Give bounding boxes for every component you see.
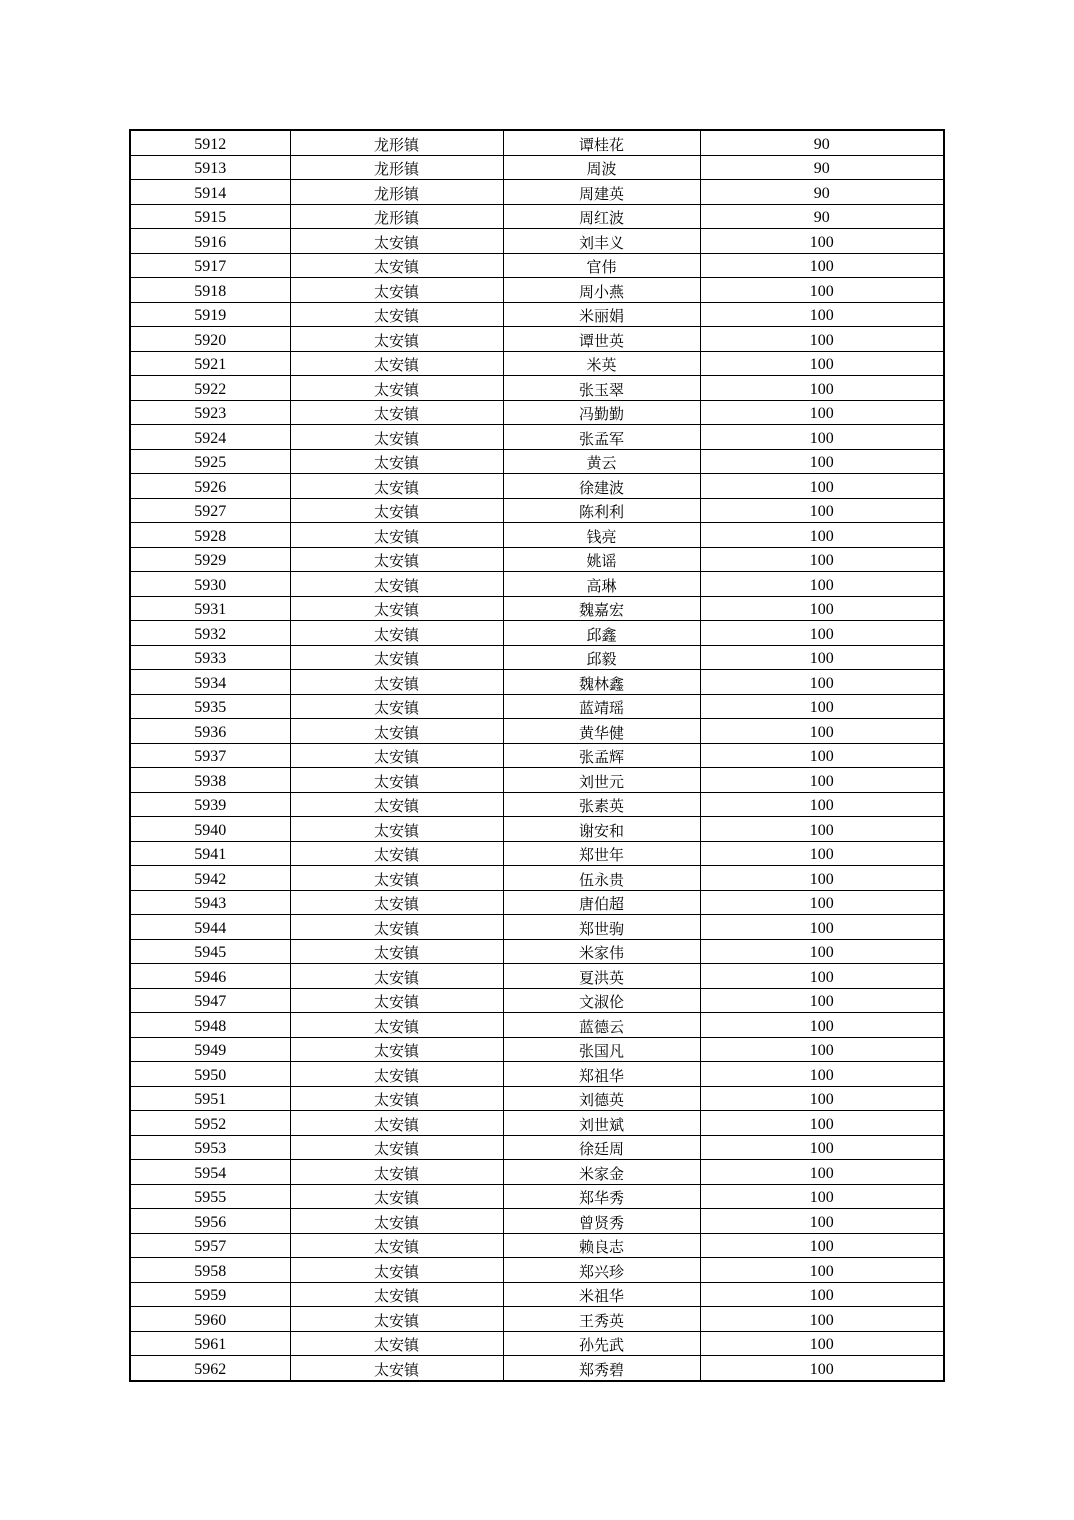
amount-cell: 100: [700, 229, 944, 254]
table-row: [130, 1013, 944, 1038]
table-row: [130, 351, 944, 376]
amount-cell: 100: [700, 866, 944, 891]
town-cell: 太安镇: [290, 719, 503, 744]
name-cell: 米英: [503, 351, 700, 376]
amount-cell: 100: [700, 621, 944, 646]
amount-cell: 100: [700, 743, 944, 768]
amount-cell: 100: [700, 817, 944, 842]
amount-cell: 90: [700, 204, 944, 229]
amount-cell: 100: [700, 327, 944, 352]
serial-number-cell: 5927: [130, 498, 290, 523]
town-cell: 太安镇: [290, 792, 503, 817]
table-row: [130, 449, 944, 474]
name-cell: 文淑伦: [503, 988, 700, 1013]
town-cell: 太安镇: [290, 474, 503, 499]
table-row: [130, 474, 944, 499]
name-cell: 谢安和: [503, 817, 700, 842]
name-cell: 魏林鑫: [503, 670, 700, 695]
name-cell: 周红波: [503, 204, 700, 229]
serial-number-cell: 5933: [130, 645, 290, 670]
table-row: [130, 915, 944, 940]
amount-cell: 100: [700, 400, 944, 425]
name-cell: 高琳: [503, 572, 700, 597]
table-row: [130, 939, 944, 964]
serial-number-cell: 5932: [130, 621, 290, 646]
amount-cell: 100: [700, 1037, 944, 1062]
town-cell: 太安镇: [290, 547, 503, 572]
town-cell: 太安镇: [290, 1307, 503, 1332]
name-cell: 米家伟: [503, 939, 700, 964]
serial-number-cell: 5923: [130, 400, 290, 425]
amount-cell: 100: [700, 1013, 944, 1038]
name-cell: 张孟辉: [503, 743, 700, 768]
table-row: [130, 1233, 944, 1258]
amount-cell: 100: [700, 1209, 944, 1234]
town-cell: 太安镇: [290, 1356, 503, 1381]
serial-number-cell: 5917: [130, 253, 290, 278]
name-cell: 郑秀碧: [503, 1356, 700, 1381]
name-cell: 姚谣: [503, 547, 700, 572]
town-cell: 太安镇: [290, 1037, 503, 1062]
amount-cell: 100: [700, 278, 944, 303]
table-row: [130, 204, 944, 229]
amount-cell: 100: [700, 768, 944, 793]
table-row: [130, 768, 944, 793]
name-cell: 徐建波: [503, 474, 700, 499]
town-cell: 太安镇: [290, 1282, 503, 1307]
name-cell: 张国凡: [503, 1037, 700, 1062]
name-cell: 黄云: [503, 449, 700, 474]
town-cell: 太安镇: [290, 964, 503, 989]
table-row: [130, 817, 944, 842]
table-row: [130, 1307, 944, 1332]
town-cell: 龙形镇: [290, 180, 503, 205]
name-cell: 陈利利: [503, 498, 700, 523]
amount-cell: 100: [700, 939, 944, 964]
town-cell: 太安镇: [290, 449, 503, 474]
town-cell: 太安镇: [290, 1135, 503, 1160]
table-row: [130, 155, 944, 180]
name-cell: 张素英: [503, 792, 700, 817]
town-cell: 太安镇: [290, 1062, 503, 1087]
town-cell: 太安镇: [290, 694, 503, 719]
name-cell: 周建英: [503, 180, 700, 205]
town-cell: 太安镇: [290, 1331, 503, 1356]
town-cell: 太安镇: [290, 939, 503, 964]
table-row: [130, 278, 944, 303]
amount-cell: 100: [700, 449, 944, 474]
amount-cell: 100: [700, 302, 944, 327]
serial-number-cell: 5912: [130, 130, 290, 155]
serial-number-cell: 5924: [130, 425, 290, 450]
table-row: [130, 1160, 944, 1185]
amount-cell: 100: [700, 1062, 944, 1087]
table-row: [130, 743, 944, 768]
table-row: [130, 890, 944, 915]
town-cell: 太安镇: [290, 645, 503, 670]
town-cell: 太安镇: [290, 229, 503, 254]
serial-number-cell: 5934: [130, 670, 290, 695]
amount-cell: 100: [700, 1258, 944, 1283]
serial-number-cell: 5944: [130, 915, 290, 940]
amount-cell: 100: [700, 253, 944, 278]
name-cell: 唐伯超: [503, 890, 700, 915]
serial-number-cell: 5958: [130, 1258, 290, 1283]
name-cell: 魏嘉宏: [503, 596, 700, 621]
name-cell: 蓝靖瑶: [503, 694, 700, 719]
name-cell: 米家金: [503, 1160, 700, 1185]
table-row: [130, 1209, 944, 1234]
town-cell: 太安镇: [290, 1013, 503, 1038]
table-row: [130, 180, 944, 205]
amount-cell: 100: [700, 1307, 944, 1332]
amount-cell: 100: [700, 964, 944, 989]
name-cell: 冯勤勤: [503, 400, 700, 425]
town-cell: 太安镇: [290, 1233, 503, 1258]
serial-number-cell: 5935: [130, 694, 290, 719]
serial-number-cell: 5950: [130, 1062, 290, 1087]
amount-cell: 100: [700, 1282, 944, 1307]
town-cell: 龙形镇: [290, 204, 503, 229]
serial-number-cell: 5925: [130, 449, 290, 474]
amount-cell: 100: [700, 719, 944, 744]
name-cell: 官伟: [503, 253, 700, 278]
amount-cell: 100: [700, 1135, 944, 1160]
amount-cell: 100: [700, 523, 944, 548]
amount-cell: 100: [700, 596, 944, 621]
name-cell: 伍永贵: [503, 866, 700, 891]
name-cell: 谭桂花: [503, 130, 700, 155]
serial-number-cell: 5922: [130, 376, 290, 401]
table-row: [130, 792, 944, 817]
serial-number-cell: 5936: [130, 719, 290, 744]
name-cell: 张玉翠: [503, 376, 700, 401]
name-cell: 赖良志: [503, 1233, 700, 1258]
serial-number-cell: 5920: [130, 327, 290, 352]
town-cell: 太安镇: [290, 498, 503, 523]
table-row: [130, 866, 944, 891]
name-cell: 王秀英: [503, 1307, 700, 1332]
town-cell: 太安镇: [290, 621, 503, 646]
town-cell: 太安镇: [290, 915, 503, 940]
table-row: [130, 1037, 944, 1062]
name-cell: 郑祖华: [503, 1062, 700, 1087]
name-cell: 夏洪英: [503, 964, 700, 989]
serial-number-cell: 5949: [130, 1037, 290, 1062]
data-table: [129, 129, 945, 1382]
amount-cell: 100: [700, 1086, 944, 1111]
town-cell: 太安镇: [290, 866, 503, 891]
town-cell: 龙形镇: [290, 155, 503, 180]
serial-number-cell: 5939: [130, 792, 290, 817]
table-row: [130, 1111, 944, 1136]
name-cell: 刘丰义: [503, 229, 700, 254]
amount-cell: 100: [700, 474, 944, 499]
serial-number-cell: 5940: [130, 817, 290, 842]
serial-number-cell: 5942: [130, 866, 290, 891]
town-cell: 太安镇: [290, 425, 503, 450]
serial-number-cell: 5931: [130, 596, 290, 621]
amount-cell: 100: [700, 1160, 944, 1185]
serial-number-cell: 5948: [130, 1013, 290, 1038]
amount-cell: 100: [700, 376, 944, 401]
serial-number-cell: 5915: [130, 204, 290, 229]
serial-number-cell: 5952: [130, 1111, 290, 1136]
serial-number-cell: 5938: [130, 768, 290, 793]
town-cell: 太安镇: [290, 1086, 503, 1111]
town-cell: 太安镇: [290, 1184, 503, 1209]
serial-number-cell: 5945: [130, 939, 290, 964]
town-cell: 太安镇: [290, 400, 503, 425]
serial-number-cell: 5928: [130, 523, 290, 548]
serial-number-cell: 5946: [130, 964, 290, 989]
serial-number-cell: 5914: [130, 180, 290, 205]
name-cell: 米丽娟: [503, 302, 700, 327]
town-cell: 太安镇: [290, 351, 503, 376]
serial-number-cell: 5953: [130, 1135, 290, 1160]
table-row: [130, 1258, 944, 1283]
amount-cell: 100: [700, 547, 944, 572]
town-cell: 太安镇: [290, 596, 503, 621]
table-row: [130, 719, 944, 744]
town-cell: 太安镇: [290, 1111, 503, 1136]
serial-number-cell: 5959: [130, 1282, 290, 1307]
amount-cell: 100: [700, 694, 944, 719]
serial-number-cell: 5926: [130, 474, 290, 499]
table-row: [130, 376, 944, 401]
town-cell: 太安镇: [290, 1258, 503, 1283]
table-row: [130, 596, 944, 621]
name-cell: 钱亮: [503, 523, 700, 548]
name-cell: 徐廷周: [503, 1135, 700, 1160]
serial-number-cell: 5951: [130, 1086, 290, 1111]
town-cell: 太安镇: [290, 523, 503, 548]
table-row: [130, 670, 944, 695]
town-cell: 太安镇: [290, 1160, 503, 1185]
table-row: [130, 327, 944, 352]
town-cell: 太安镇: [290, 1209, 503, 1234]
name-cell: 米祖华: [503, 1282, 700, 1307]
town-cell: 太安镇: [290, 572, 503, 597]
amount-cell: 90: [700, 155, 944, 180]
serial-number-cell: 5913: [130, 155, 290, 180]
town-cell: 太安镇: [290, 890, 503, 915]
table-row: [130, 988, 944, 1013]
table-row: [130, 253, 944, 278]
name-cell: 郑世驹: [503, 915, 700, 940]
town-cell: 太安镇: [290, 768, 503, 793]
town-cell: 太安镇: [290, 327, 503, 352]
name-cell: 黄华健: [503, 719, 700, 744]
table-row: [130, 498, 944, 523]
name-cell: 蓝德云: [503, 1013, 700, 1038]
serial-number-cell: 5930: [130, 572, 290, 597]
serial-number-cell: 5955: [130, 1184, 290, 1209]
table-row: [130, 694, 944, 719]
town-cell: 太安镇: [290, 988, 503, 1013]
table-row: [130, 547, 944, 572]
table-row: [130, 229, 944, 254]
name-cell: 邱毅: [503, 645, 700, 670]
town-cell: 太安镇: [290, 302, 503, 327]
table-row: [130, 621, 944, 646]
serial-number-cell: 5954: [130, 1160, 290, 1185]
serial-number-cell: 5916: [130, 229, 290, 254]
serial-number-cell: 5929: [130, 547, 290, 572]
name-cell: 孙先武: [503, 1331, 700, 1356]
table-row: [130, 1184, 944, 1209]
name-cell: 郑华秀: [503, 1184, 700, 1209]
amount-cell: 100: [700, 645, 944, 670]
table-row: [130, 572, 944, 597]
amount-cell: 100: [700, 1233, 944, 1258]
name-cell: 郑世年: [503, 841, 700, 866]
table-row: [130, 1331, 944, 1356]
serial-number-cell: 5961: [130, 1331, 290, 1356]
town-cell: 太安镇: [290, 743, 503, 768]
town-cell: 太安镇: [290, 278, 503, 303]
table-row: [130, 1086, 944, 1111]
name-cell: 曾贤秀: [503, 1209, 700, 1234]
serial-number-cell: 5937: [130, 743, 290, 768]
table-row: [130, 1062, 944, 1087]
town-cell: 太安镇: [290, 376, 503, 401]
name-cell: 张孟军: [503, 425, 700, 450]
amount-cell: 100: [700, 351, 944, 376]
serial-number-cell: 5956: [130, 1209, 290, 1234]
serial-number-cell: 5918: [130, 278, 290, 303]
serial-number-cell: 5941: [130, 841, 290, 866]
table-row: [130, 523, 944, 548]
table-row: [130, 841, 944, 866]
table-row: [130, 645, 944, 670]
town-cell: 太安镇: [290, 670, 503, 695]
amount-cell: 100: [700, 1111, 944, 1136]
amount-cell: 100: [700, 841, 944, 866]
name-cell: 刘世斌: [503, 1111, 700, 1136]
name-cell: 谭世英: [503, 327, 700, 352]
amount-cell: 100: [700, 792, 944, 817]
serial-number-cell: 5921: [130, 351, 290, 376]
table-row: [130, 130, 944, 155]
amount-cell: 100: [700, 890, 944, 915]
amount-cell: 90: [700, 130, 944, 155]
name-cell: 刘德英: [503, 1086, 700, 1111]
amount-cell: 90: [700, 180, 944, 205]
town-cell: 太安镇: [290, 841, 503, 866]
table-row: [130, 400, 944, 425]
serial-number-cell: 5947: [130, 988, 290, 1013]
town-cell: 太安镇: [290, 253, 503, 278]
amount-cell: 100: [700, 1356, 944, 1381]
amount-cell: 100: [700, 425, 944, 450]
town-cell: 龙形镇: [290, 130, 503, 155]
amount-cell: 100: [700, 1184, 944, 1209]
amount-cell: 100: [700, 572, 944, 597]
amount-cell: 100: [700, 1331, 944, 1356]
name-cell: 周小燕: [503, 278, 700, 303]
serial-number-cell: 5957: [130, 1233, 290, 1258]
amount-cell: 100: [700, 915, 944, 940]
serial-number-cell: 5919: [130, 302, 290, 327]
amount-cell: 100: [700, 670, 944, 695]
name-cell: 周波: [503, 155, 700, 180]
table-row: [130, 302, 944, 327]
name-cell: 刘世元: [503, 768, 700, 793]
town-cell: 太安镇: [290, 817, 503, 842]
table-row: [130, 964, 944, 989]
name-cell: 郑兴珍: [503, 1258, 700, 1283]
amount-cell: 100: [700, 988, 944, 1013]
table-row: [130, 1282, 944, 1307]
serial-number-cell: 5962: [130, 1356, 290, 1381]
name-cell: 邱鑫: [503, 621, 700, 646]
table-row: [130, 425, 944, 450]
table-body: [130, 130, 944, 1381]
serial-number-cell: 5943: [130, 890, 290, 915]
table-row: [130, 1135, 944, 1160]
amount-cell: 100: [700, 498, 944, 523]
table-row: [130, 1356, 944, 1381]
serial-number-cell: 5960: [130, 1307, 290, 1332]
